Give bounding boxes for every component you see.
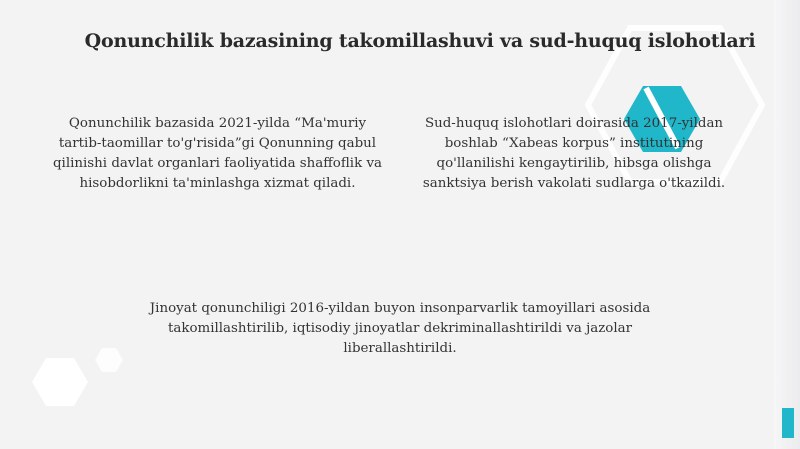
paragraph-legislation: Qonunchilik bazasida 2021-yilda “Ma'muriy tartib-taomillar to'g'risida”gi Qonunning qabul qilinishi davlat organlari faoliyatida shaffoflik va hisobdorlikni ta'minlashga xizmat qiladi. (52, 116, 382, 191)
paragraph-judicial-reform: Sud-huquq islohotlari doirasida 2017-yildan boshlab “Xabeas korpus” institutining qo'llanilishi kengaytirilib, hibsga olishga sanktsiya berish vakolati sudlarga o'tkazildi. (422, 116, 726, 191)
accent-bar (782, 408, 794, 438)
hexagon-white-decoration (24, 340, 134, 430)
right-edge-strip (774, 0, 800, 449)
slide-title: Qonunchilik bazasining takomillashuvi va sud-huquq islohotlari (84, 30, 756, 52)
paragraph-criminal-law: Jinoyat qonunchiligi 2016-yildan buyon insonparvarlik tamoyillari asosida takomillashtirilib, iqtisodiy jinoyatlar dekriminallashtirildi va jazolar liberallashtirildi. (149, 301, 651, 356)
